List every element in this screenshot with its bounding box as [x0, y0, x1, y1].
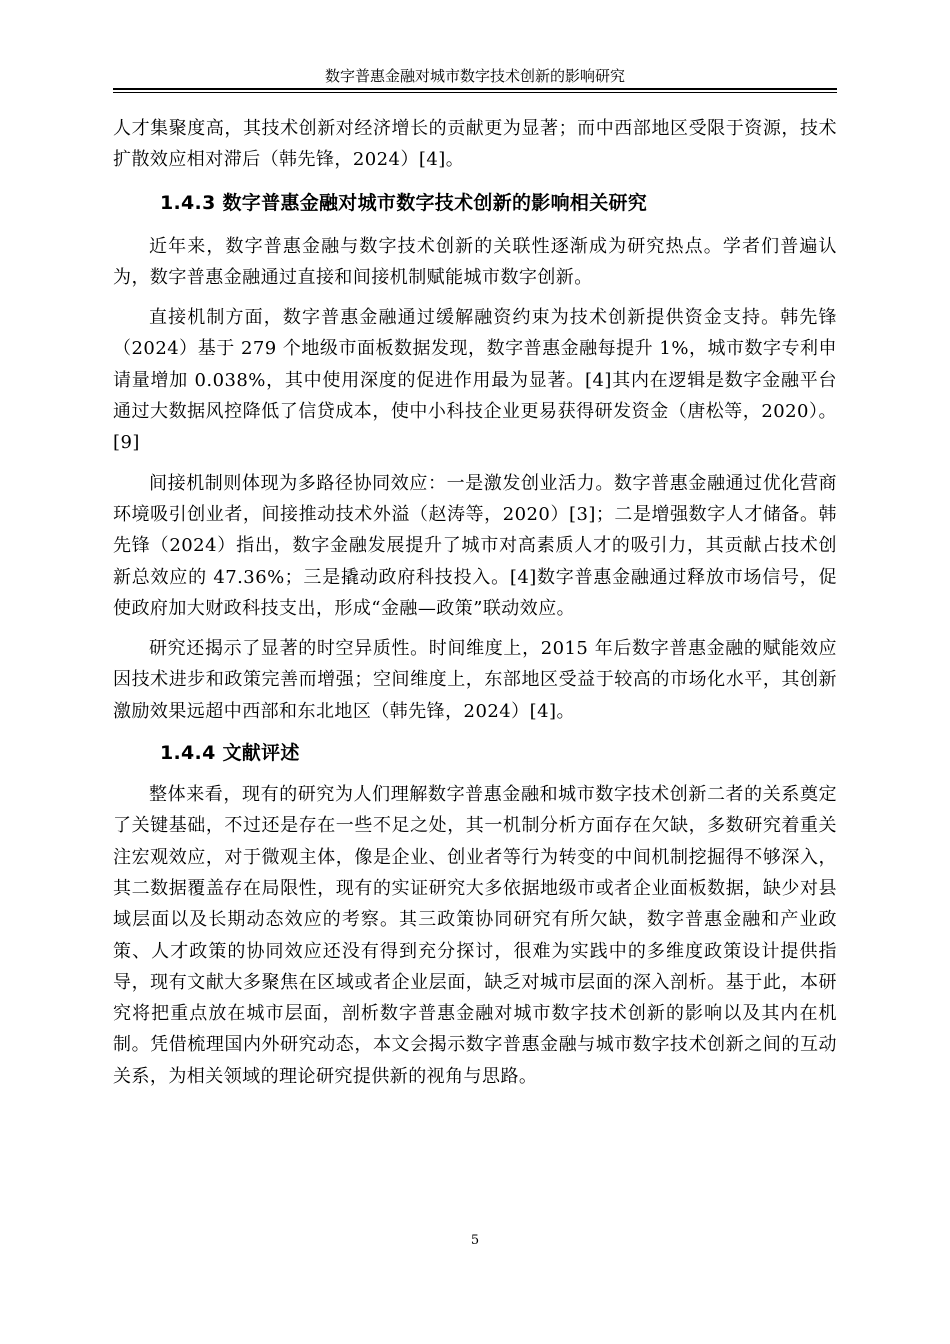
section-heading-1-4-4: 1.4.4 文献评述 — [160, 742, 300, 765]
paragraph-intro: 近年来，数字普惠金融与数字技术创新的关联性逐渐成为研究热点。学者们普遍认为，数字普惠金融通过直接和间接机制赋能城市数字创新。 — [113, 235, 837, 288]
running-header-title: 数字普惠金融对城市数字技术创新的影响研究 — [324, 67, 625, 85]
paragraph-indirect-mechanism: 间接机制则体现为多路径协同效应：一是激发创业活力。数字普惠金融通过优化营商环境吸引创业者，间接推动技术外溢（赵涛等，2020）[3]；二是增强数字人才储备。韩先锋（2024）指出，数字金融发展提升了城市对高素质人才的吸引力，其贡献占技术创新总效应的 47.36%；三是撬动政府科技投入。[4]数字普惠金融通过释放市场信号，促使政府加大财政科技支出，形成“金融—政策”联动效应。 — [113, 472, 837, 619]
page-number: 5 — [470, 1233, 480, 1248]
paragraph-continuation: 人才集聚度高，其技术创新对经济增长的贡献更为显著；而中西部地区受限于资源，技术扩散效应相对滞后（韩先锋，2024）[4]。 — [113, 118, 837, 171]
header-rule-thick — [113, 88, 837, 90]
paragraph-direct-mechanism: 直接机制方面，数字普惠金融通过缓解融资约束为技术创新提供资金支持。韩先锋（2024）基于 279 个地级市面板数据发现，数字普惠金融每提升 1%，城市数字专利申请量增加 0.038%，其中使用深度的促进作用最为显著。[4]其内在逻辑是数字金融平台通过大数据风控降低了信贷成本，使中小科技企业更易获得研发资金（唐松等，2020）。[9] — [113, 307, 837, 454]
paragraph-literature-review: 整体来看，现有的研究为人们理解数字普惠金融和城市数字技术创新二者的关系奠定了关键基础，不过还是存在一些不足之处，其一机制分析方面存在欠缺，多数研究着重关注宏观效应，对于微观主体，像是企业、创业者等行为转变的中间机制挖掘得不够深入，其二数据覆盖存在局限性，现有的实证研究大多依据地级市或者企业面板数据，缺少对县域层面以及长期动态效应的考察。其三政策协同研究有所欠缺，数字普惠金融和产业政策、人才政策的协同效应还没有得到充分探讨，很难为实践中的多维度政策设计提供指导，现有文献大多聚焦在区域或者企业层面，缺乏对城市层面的深入剖析。基于此，本研究将把重点放在城市层面，剖析数字普惠金融对城市数字技术创新的影响以及其内在机制。凭借梳理国内外研究动态，本文会揭示数字普惠金融与城市数字技术创新之间的互动关系，为相关领域的理论研究提供新的视角与思路。 — [113, 784, 837, 1087]
header-rule-thin — [113, 92, 837, 93]
paragraph-heterogeneity: 研究还揭示了显著的时空异质性。时间维度上，2015 年后数字普惠金融的赋能效应因技术进步和政策完善而增强；空间维度上，东部地区受益于较高的市场化水平，其创新激励效果远超中西部和东北地区（韩先锋，2024）[4]。 — [113, 638, 837, 722]
section-heading-1-4-3: 1.4.3 数字普惠金融对城市数字技术创新的影响相关研究 — [160, 191, 648, 214]
body-text — [113, 113, 837, 1101]
